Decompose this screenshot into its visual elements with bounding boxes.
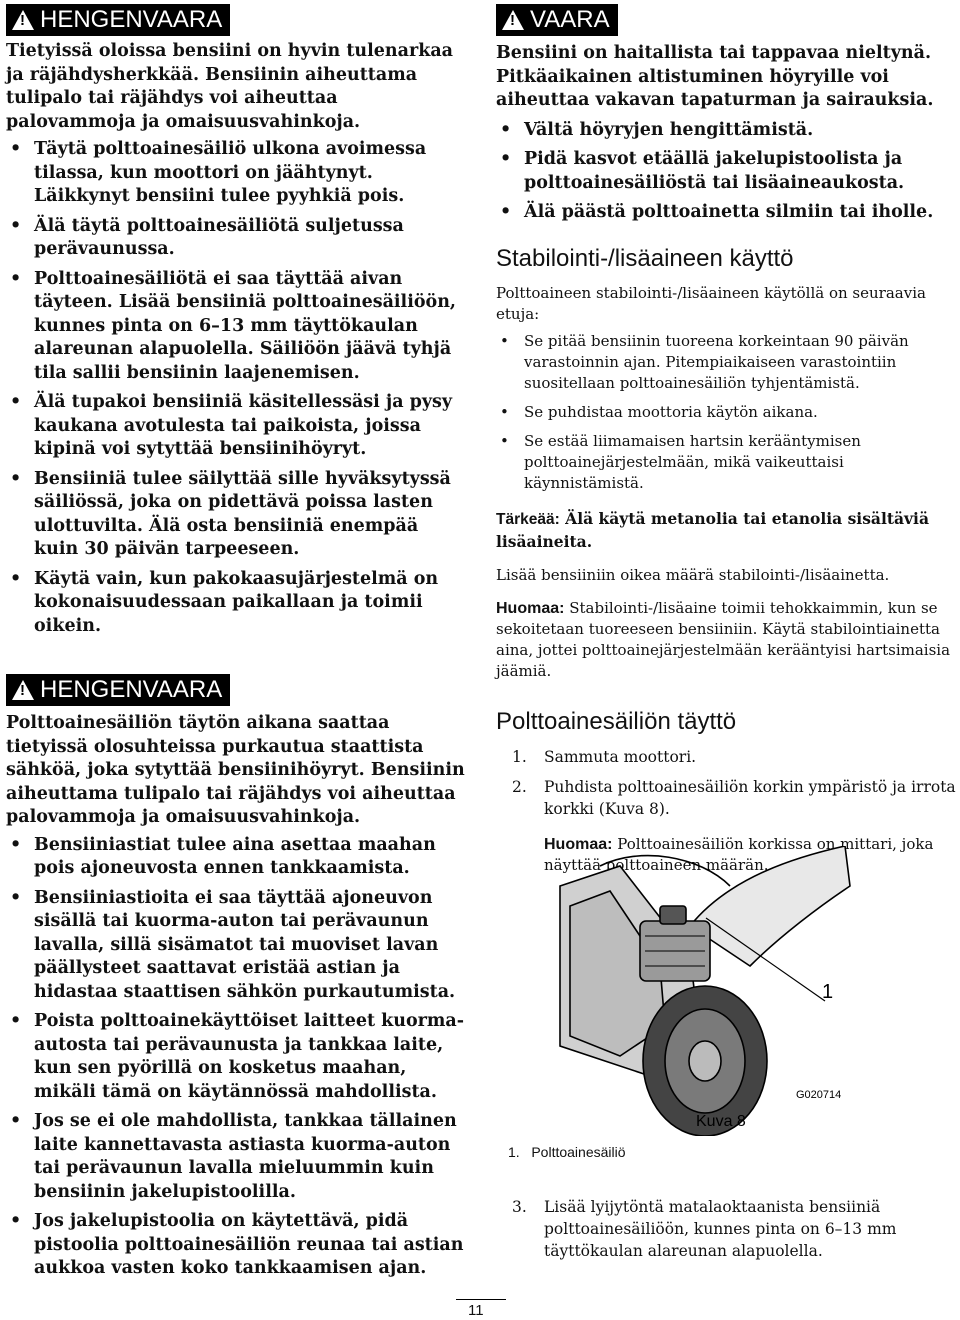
- right-column: [496, 0, 958, 876]
- list-item: • Se puhdistaa moottoria käytön aikana.: [496, 402, 958, 423]
- list-item: • Poista polttoainekäyttöiset laitteet kuorma-autosta tai perävaunusta ja tankkaa laite, kun sen pyörillä on kosketus maahan, mikäli tämä on käytännössä mahdollista.: [6, 1010, 466, 1104]
- warning-list: [6, 138, 466, 638]
- warning-badge: [496, 4, 618, 36]
- note-label: Huomaa:: [496, 599, 565, 617]
- figure-legend: 1. Polttoainesäiliö: [508, 1144, 626, 1160]
- step-number: 1.: [512, 747, 527, 766]
- list-item: • Täytä polttoainesäiliö ulkona avoimessa tilassa, kun moottori on jäähtynyt. Läikkynyt bensiini tulee pyyhkiä pois.: [6, 138, 466, 209]
- footer-rule: [456, 1299, 506, 1300]
- important-note: [496, 508, 958, 553]
- list-item: • Se pitää bensiinin tuoreena korkeintaan 90 päivän varastoinnin ajan. Pitempiaikaiseen varastointiin suositellaan polttoainesäiliön tyhjentämistä.: [496, 331, 958, 394]
- figure-code: G020714: [796, 1089, 842, 1101]
- list-item: • Bensiiniä tulee säilyttää sille hyväksytyssä säiliössä, joka on pidettävä poissa lasten ulottuvilta. Älä osta bensiiniä enempää kuin 30 päivän tarpeeseen.: [6, 468, 466, 562]
- step-text: Puhdista polttoainesäiliön korkin ympäristö ja irrota korkki (Kuva 8).: [544, 777, 956, 818]
- page-number: 11: [468, 1302, 484, 1319]
- list-item: • Pidä kasvot etäällä jakelupistoolista ja polttoainesäiliöstä tai lisäaineaukosta.: [496, 148, 958, 195]
- danger-badge: [6, 4, 230, 36]
- left-column: [6, 0, 466, 1281]
- note-text: Stabilointi-/lisäaine toimii tehokkaimmin, kun se sekoitetaan tuoreeseen bensiiniin. Käytä stabilointiainetta aina, jottei polttoainejärjestelmään kerääntyisi hartsimaisia jäämiä.: [496, 598, 951, 680]
- step-text: Sammuta moottori.: [544, 747, 697, 766]
- warning-badge-label: VAARA: [530, 6, 610, 33]
- danger-badge-label: HENGENVAARA: [40, 676, 223, 703]
- important-text: Älä käytä metanolia tai etanolia sisältäviä lisäaineita.: [496, 508, 929, 551]
- list-item: • Se estää liimamaisen hartsin kerääntymisen polttoainejärjestelmään, mikä vaikeuttaisi käynnistämistä.: [496, 431, 958, 494]
- list-item: • Vältä höyryjen hengittämistä.: [496, 119, 958, 143]
- warning-triangle-icon: !: [502, 10, 524, 30]
- list-item: • Polttoainesäiliötä ei saa täyttää aivan täyteen. Lisää bensiiniä polttoainesäiliöön, kunnes pinta on 6–13 mm täyttökaulan alareunan alapuolella. Säiliöön jäävä tyhjä tila sallii bensiinin laajenemisen.: [6, 268, 466, 386]
- warning-intro: Tietyissä oloissa bensiini on hyvin tulenarkaa ja räjähdysherkkää. Bensiinin aiheuttama tulipalo tai räjähdys voi aiheuttaa palovammoja ja omaisuusvahinkoja.: [6, 41, 454, 132]
- danger-badge: [6, 674, 230, 706]
- steps-list: [496, 746, 958, 820]
- fuel-tank-figure: [500, 846, 900, 1136]
- warning-intro: Polttoainesäiliön täytön aikana saattaa tietyissä olosuhteissa purkautua staattista sähköä, joka sytyttää bensiinihöyryt. Bensiinin aiheuttama tulipalo tai räjähdys voi aiheuttaa palovammoja ja omaisuusvahinkoja.: [6, 713, 465, 827]
- list-item: • Älä täytä polttoainesäiliötä suljetussa perävaunussa.: [6, 215, 466, 262]
- step-item: [496, 1196, 958, 1262]
- danger-badge-label: HENGENVAARA: [40, 6, 223, 33]
- step-number: 2.: [512, 777, 527, 796]
- steps-list: [496, 1196, 958, 1262]
- note-label: Huomaa:: [544, 835, 613, 853]
- callout-number: 1: [822, 981, 834, 1003]
- warning-triangle-icon: !: [12, 10, 34, 30]
- paragraph: Lisää bensiiniin oikea määrä stabilointi-/lisäainetta.: [496, 565, 890, 584]
- step-text: Lisää lyijytöntä matalaoktaanista bensiiniä polttoainesäiliöön, kunnes pinta on 6–13 mm täyttökaulan alareunan alapuolella.: [544, 1198, 897, 1260]
- warning-list: [496, 119, 958, 225]
- warning-intro: Bensiini on haitallista tai tappavaa nieltynä. Pitkäaikainen altistuminen höyryille voi aiheuttaa vakavan tapaturman ja sairauksia.: [496, 43, 934, 110]
- important-label: Tärkeää:: [496, 510, 560, 528]
- section-heading: Polttoainesäiliön täyttö: [496, 707, 737, 735]
- figure-caption: Kuva 8: [696, 1113, 746, 1130]
- step-item: [496, 776, 958, 820]
- benefit-list: [496, 331, 958, 494]
- section-heading: Stabilointi-/lisäaineen käyttö: [496, 244, 794, 272]
- step-3-container: [496, 1196, 958, 1262]
- note-text: Polttoainesäiliön korkissa on mittari, joka näyttää polttoaineen määrän.: [544, 834, 934, 874]
- paragraph: Polttoaineen stabilointi-/lisäaineen käytöllä on seuraavia etuja:: [496, 283, 926, 323]
- list-item: • Älä päästä polttoainetta silmiin tai iholle.: [496, 201, 958, 225]
- fuel-tank-illustration: [500, 846, 900, 1136]
- list-item: • Älä tupakoi bensiiniä käsitellessäsi ja pysy kaukana avotulesta tai paikoista, joissa kipinä voi sytyttää bensiinihöyryt.: [6, 391, 466, 462]
- list-item: • Bensiiniastiat tulee aina asettaa maahan pois ajoneuvosta ennen tankkaamista.: [6, 834, 466, 881]
- note: [496, 598, 958, 682]
- step-item: [496, 746, 958, 768]
- step-number: 3.: [512, 1198, 527, 1216]
- list-item: • Bensiiniastioita ei saa täyttää ajoneuvon sisällä tai kuorma-auton tai perävaunun lavalla, sillä sisämatot tai muoviset lavan päällysteet saattavat eristää astian ja hidastaa staattisen sähkön purkautumista.: [6, 887, 466, 1005]
- list-item: • Käytä vain, kun pakokaasujärjestelmä on kokonaisuudessaan paikallaan ja toimii oikein.: [6, 568, 466, 639]
- list-item: • Jos se ei ole mahdollista, tankkaa tällainen laite kannettavasta astiasta kuorma-auton tai perävaunun lavalla mieluummin kuin bensiinin jakelupistoolilla.: [6, 1110, 466, 1204]
- warning-list: [6, 834, 466, 1281]
- warning-triangle-icon: !: [12, 680, 34, 700]
- list-item: • Jos jakelupistoolia on käytettävä, pidä pistoolia polttoainesäiliön reunaa tai astian aukkoa vasten koko tankkaamisen ajan.: [6, 1210, 466, 1281]
